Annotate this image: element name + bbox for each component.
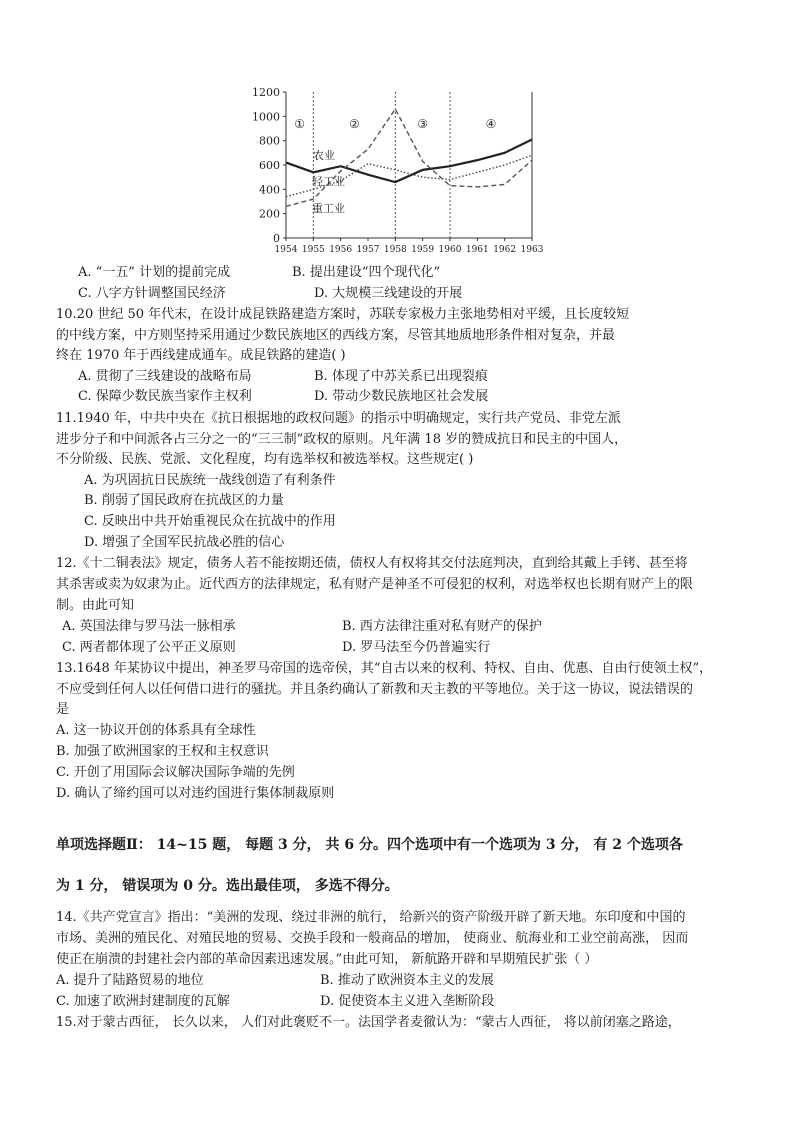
q11-option-a[interactable]: A. 为巩固抗日民族统一战线创造了有利条件: [84, 473, 336, 488]
q9-option-a[interactable]: A. “一五” 计划的提前完成: [78, 265, 231, 280]
x-tick-label: 1963: [520, 245, 544, 255]
section-2-heading-line1: 单项选择题Ⅱ： 14~15 题， 每题 3 分， 共 6 分。四个选项中有一个选项为 3 分， 有 2 个选项各: [56, 837, 683, 853]
economy-line-chart: [240, 82, 550, 260]
q10-option-c[interactable]: C. 保障少数民族当家作主权利: [78, 389, 252, 404]
q11-stem-line3: 不分阶级、民族、党派、文化程度，均有选举权和被选举权。这些规定( ): [56, 452, 474, 467]
q13-stem-line2: 不应受到任何人以任何借口进行的骚扰。并且条约确认了新教和天主教的平等地位。关于这一协议，说法错误的: [56, 682, 694, 697]
y-tick-label: 400: [259, 183, 280, 197]
q11-stem-line2: 进步分子和中间派各占三分之一的“三三制”政权的原则。凡年满 18 岁的赞成抗日和民主的中国人，: [56, 432, 628, 447]
q10-stem-line3: 终在 1970 年于西线建成通车。成昆铁路的建造( ): [56, 348, 346, 363]
q12-option-d[interactable]: D. 罗马法至今仍普遍实行: [342, 640, 491, 655]
q12-stem-line2: 其杀害或卖为奴隶为止。近代西方的法律规定，私有财产是神圣不可侵犯的权利，对选举权也长期有财产上的限: [56, 577, 694, 592]
q13-option-d[interactable]: D. 确认了缔约国可以对违约国进行集体制裁原则: [56, 786, 335, 801]
series-label: 重工业: [312, 202, 345, 215]
x-tick-label: 1956: [329, 245, 353, 255]
y-tick-label: 800: [259, 134, 280, 148]
period-label: ②: [348, 117, 360, 131]
y-tick-label: 1000: [252, 110, 280, 124]
q10-stem-line1: 10.20 世纪 50 年代末，在设计成昆铁路建造方案时，苏联专家极力主张地势相对平缓，且长度较短: [56, 307, 630, 322]
y-tick-label: 1200: [252, 86, 280, 99]
q11-option-d[interactable]: D. 增强了全国军民抗战必胜的信心: [84, 535, 285, 550]
q13-stem-line3: 是: [56, 702, 70, 717]
q14-option-b[interactable]: B. 推动了欧洲资本主义的发展: [320, 973, 494, 988]
q15-stem-line1: 15.对于蒙古西征， 长久以来， 人们对此褒贬不一。法国学者麦徹认为：“蒙古人西征， 将以前闭塞之路途，: [56, 1015, 681, 1030]
q13-option-b[interactable]: B. 加强了欧洲国家的王权和主权意识: [56, 744, 269, 759]
q12-stem-line3: 制。由此可知: [56, 598, 135, 613]
x-tick-label: 1962: [493, 245, 517, 255]
q12-option-a[interactable]: A. 英国法律与罗马法一脉相承: [62, 619, 236, 634]
q11-stem-line1: 11.1940 年，中共中央在《抗日根据地的政权问题》的指示中明确规定，实行共产党员、非党左派: [56, 411, 621, 426]
q10-option-b[interactable]: B. 体现了中苏关系已出现裂痕: [314, 369, 488, 384]
x-tick-label: 1955: [301, 245, 325, 255]
y-tick-label: 200: [259, 207, 280, 221]
period-label: ③: [417, 117, 429, 131]
q12-option-b[interactable]: B. 西方法律注重对私有财产的保护: [342, 619, 542, 634]
q13-option-c[interactable]: C. 开创了用国际会议解决国际争端的先例: [56, 765, 295, 780]
q14-option-c[interactable]: C. 加速了欧洲封建制度的瓦解: [56, 994, 230, 1009]
q12-stem-line1: 12.《十二铜表法》规定，债务人若不能按期还债，债权人有权将其交付法庭判决，直到给其戴上手铐、甚至将: [56, 556, 688, 571]
period-label: ①: [294, 117, 306, 131]
period-label: ④: [485, 117, 497, 131]
x-tick-label: 1957: [356, 245, 380, 255]
section-2-heading-line2: 为 1 分， 错误项为 0 分。选出最佳项， 多选不得分。: [56, 878, 399, 894]
x-tick-label: 1958: [383, 245, 407, 255]
q14-option-d[interactable]: D. 促使资本主义进入垄断阶段: [320, 994, 495, 1009]
series-label: 农业: [313, 149, 335, 162]
x-tick-label: 1961: [465, 245, 489, 255]
x-tick-label: 1954: [274, 245, 298, 255]
q9-option-d[interactable]: D. 大规模三线建设的开展: [314, 286, 463, 301]
q14-stem-line2: 市场、美洲的殖民化、对殖民地的贸易、交换手段和一般商品的增加， 使商业、航海业和工业空前高涨， 因而: [56, 931, 689, 946]
q14-option-a[interactable]: A. 提升了陆路贸易的地位: [56, 973, 204, 988]
q11-option-b[interactable]: B. 削弱了国民政府在抗战区的力量: [84, 493, 284, 508]
q13-option-a[interactable]: A. 这一协议开创的体系具有全球性: [56, 723, 256, 738]
q9-option-b[interactable]: B. 提出建设“四个现代化”: [292, 265, 441, 280]
x-tick-label: 1959: [411, 245, 435, 255]
y-tick-label: 0: [273, 232, 280, 245]
y-tick-label: 600: [259, 159, 280, 172]
q13-stem-line1: 13.1648 年某协议中提出，神圣罗马帝国的选帝侯，其“自古以来的权利、特权、自由、优惠、自由行使领土权”，: [56, 661, 713, 676]
q14-stem-line1: 14.《共产党宣言》指出：“美洲的发现、绕过非洲的航行， 给新兴的资产阶级开辟了新天地。东印度和中国的: [56, 910, 686, 925]
q14-stem-line3: 使正在崩溃的封建社会内部的革命因素迅速发展。”由此可知， 新航路开辟和早期殖民扩张（ ）: [56, 952, 598, 967]
x-tick-label: 1960: [438, 245, 462, 255]
series-label: 轻工业: [312, 175, 345, 188]
q10-option-d[interactable]: D. 带动少数民族地区社会发展: [314, 389, 489, 404]
q12-option-c[interactable]: C. 两者都体现了公平正义原则: [62, 640, 236, 655]
q10-option-a[interactable]: A. 贯彻了三线建设的战略布局: [78, 369, 252, 384]
q10-stem-line2: 的中线方案，中方则坚持采用通过少数民族地区的西线方案，尽管其地质地形条件相对复杂，并最: [56, 328, 616, 343]
q11-option-c[interactable]: C. 反映出中共开始重视民众在抗战中的作用: [84, 514, 336, 529]
q9-option-c[interactable]: C. 八字方针调整国民经济: [78, 286, 226, 301]
